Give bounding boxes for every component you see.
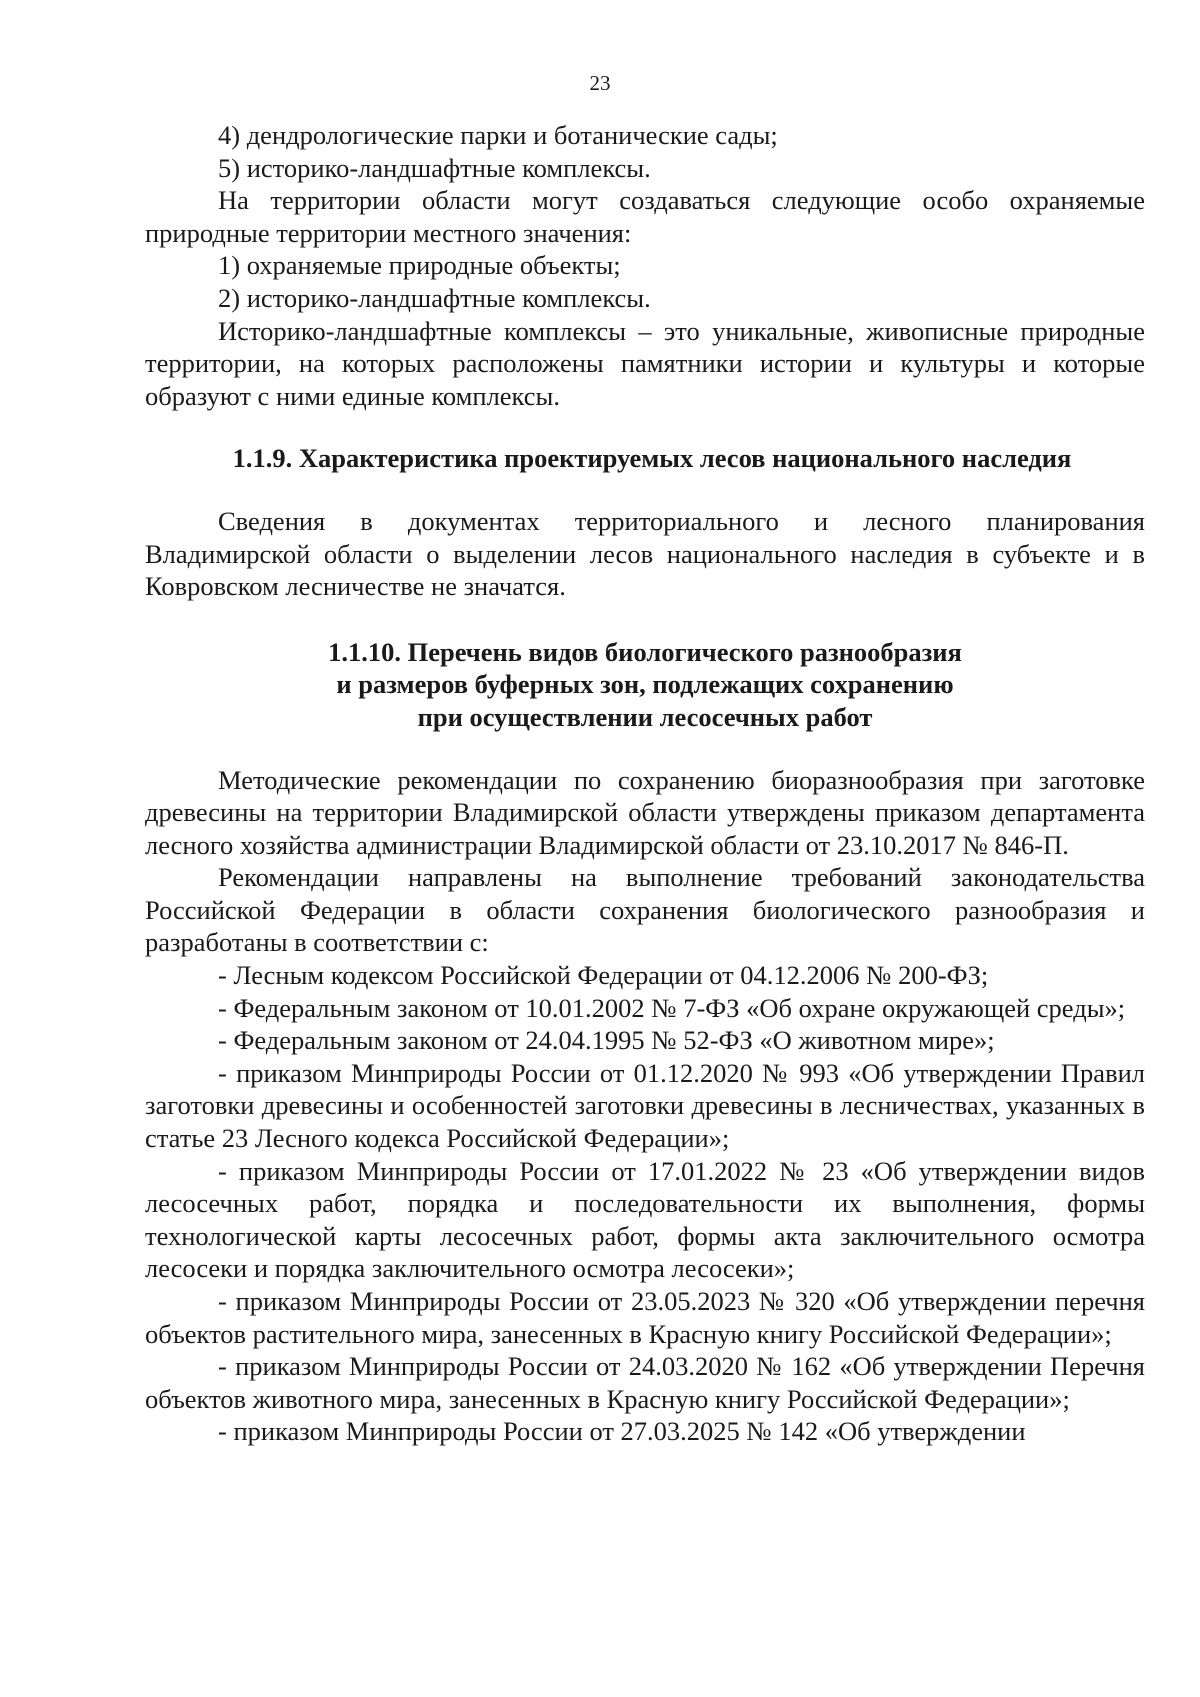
section-heading-line: 1.1.10. Перечень видов биологического разнообразия [328,636,962,667]
paragraph: - Лесным кодексом Российской Федерации от 04.12.2006 № 200-ФЗ; [218,960,989,991]
paragraph: - приказом Минприроды России от 17.01.2022 № 23 «Об утверждении видов лесосечных работ, порядка и последовательности их выполнения, формы технологической карты лесосечных работ, формы акта заключительного осмотра лесосеки и порядка заключительного осмотра лесосеки»; [145,1155,1145,1284]
section-heading-line: и размеров буферных зон, подлежащих сохранению [336,669,954,700]
list-item: 4) дендрологические парки и ботанические сады; [218,120,778,150]
paragraph: - приказом Минприроды России от 01.12.2020 № 993 «Об утверждении Правил заготовки древесины и особенностей заготовки древесины в лесничествах, указанных в статье 23 Лесного кодекса Российской Федерации»; [145,1057,1145,1154]
paragraph: На территории области могут создаваться следующие особо охраняемые природные территории местного значения: [145,185,1145,248]
list-item: 1) охраняемые природные объекты; [218,250,621,281]
paragraph: Историко-ландшафтные комплексы – это уникальные, живописные природные территории, на которых расположены памятники истории и культуры и которые образуют с ними единые комплексы. [145,315,1145,411]
paragraph: Методические рекомендации по сохранению биоразнообразия при заготовке древесины на территории Владимирской области утверждены приказом департамента лесного хозяйства администрации Владимирской области от 23.10.2017 № 846-П. [145,764,1145,860]
paragraph: - Федеральным законом от 24.04.1995 № 52-ФЗ «О животном мире»; [218,1025,995,1056]
section-heading [145,636,1145,734]
document-body [145,119,1145,1448]
section-heading-line: при осуществлении лесосечных работ [417,701,873,732]
paragraph: Сведения в документах территориального и лесного планирования Владимирской области о выделении лесов национального наследия в субъекте и в Ковровском лесничестве не значатся. [145,505,1145,602]
paragraph: Рекомендации направлены на выполнение требований законодательства Российской Федерации в области сохранения биологического разнообразия и разработаны в соответствии с: [145,862,1145,958]
paragraph: - приказом Минприроды России от 27.03.2025 № 142 «Об утверждении [218,1416,1026,1447]
paragraph: - приказом Минприроды России от 24.03.2020 № 162 «Об утверждении Перечня объектов животного мира, занесенных в Красную книгу Российской Федерации»; [145,1351,1145,1414]
section-heading: 1.1.9. Характеристика проектируемых лесов национального наследия [232,443,1072,474]
paragraph: - приказом Минприроды России от 23.05.2023 № 320 «Об утверждении перечня объектов растительного мира, занесенных в Красную книгу Российской Федерации»; [145,1286,1145,1349]
list-item: 2) историко-ландшафтные комплексы. [218,282,651,313]
list-item: 5) историко-ландшафтные комплексы. [218,152,651,183]
paragraph: - Федеральным законом от 10.01.2002 № 7-ФЗ «Об охране окружающей среды»; [218,992,1126,1023]
page-number: 23 [589,71,611,95]
